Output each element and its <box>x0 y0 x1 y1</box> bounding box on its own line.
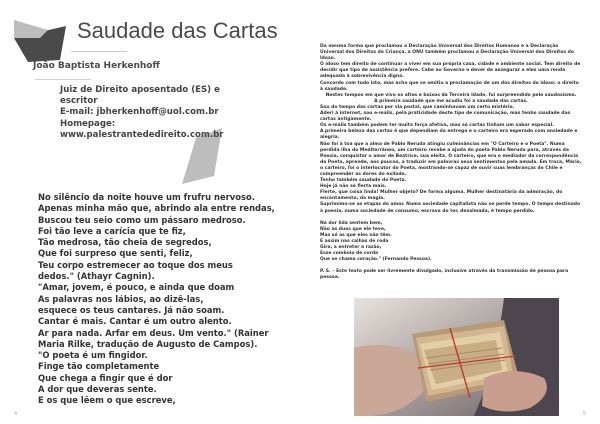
author-name: João Baptista Herkenhoff <box>33 61 160 71</box>
poem-line: Que foi surpreso que senti, feliz, <box>38 248 193 259</box>
poem-line: dedos." (Athayr Cagnin). <box>38 271 155 282</box>
page-number-left: 4 <box>14 411 18 417</box>
letters-bundle-illustration <box>354 298 559 416</box>
article-paragraph: Os e-mails também podem ter muita força afetiva, mas só cartas tinham um sabor especial. <box>320 123 554 129</box>
article-paragraph: Não foi à toa que a alma de Pablo Neruda atingiu culminâncias em "O Carteiro e o Poeta". Numa perdida ilha do Mediterrâneo, um carteiro recebe a ajuda do poeta Pablo Neruda para, através da Poesia, conquistar o amor de Beatrice, sua eleita. O carteiro, que era o mediador da correspondência do Poeta, aprende, aos poucos, a traduzir em palavras seus sentimentos pela amada. Em troca, Mário, o carteiro, foi o interlocutor do Poeta, mostrando-se capaz de ouvir suas lembranças do Chile e compreender as dores do exilado. <box>320 141 582 177</box>
verse-block <box>320 221 582 264</box>
article-paragraph: Tenho também saudade do Poeta. <box>320 178 407 184</box>
poem-line: Apenas minha mão que, abrindo ala entre rendas, <box>38 203 275 214</box>
postscript: P. S. – Este texto pode ser livremente divulgado, inclusive através da transmissão de pessoa para pessoa. <box>320 269 569 281</box>
poem-line: "Amar, jovem, é pouco, e ainda que doam <box>38 282 235 293</box>
verse-line: E assim nas calhas de roda <box>320 238 389 244</box>
article-paragraph: Da mesma forma que proclamou a Declaração Universal dos Direitos Humanos e a Declaração Universal dos Direitos da Criança, a ONU também proclamou a Declaração Universal dos Direitos do Idoso. <box>320 44 574 62</box>
bio-line: Homepage: <box>60 118 116 129</box>
verse-line: Que se chama coração." (Fernando Pessoa). <box>320 257 432 263</box>
verse-line: Gira, a entreter a razão, <box>320 245 382 250</box>
article-body <box>320 44 582 281</box>
page-number-right: 5 <box>582 411 586 417</box>
verse-line: Esse comboio de corda <box>320 251 379 257</box>
article-paragraph: Aderi à internet, sou e-mails, pela praticidade deste tipo de comunicação, mas tenho saudade das cartas antigamente. <box>320 111 571 123</box>
article-paragraph: Suprimimo-se as etapas do amor. Numa sociedade capitalista não se perde tempo. O tempo destinado à poesia, numa sociedade de consumo, escrava do ter, desalmada, é tempo perdido. <box>320 202 581 214</box>
verse-line: Mas só as que eles não têm. <box>320 232 392 238</box>
poem-line: esquece os teus cantares. Já não soam. <box>38 304 225 315</box>
poem-line: A dor que deveras sente. <box>38 384 157 395</box>
right-page <box>300 0 600 424</box>
article-paragraph: Hoje já não se flerta mais. <box>320 184 387 190</box>
article-paragraph-centered: A primeira saudade que me acudiu foi a saudade das cartas. <box>374 98 528 104</box>
bio-line: Juiz de Direito aposentado (ES) e <box>60 85 220 95</box>
poem-line: "O poeta é um fingidor. <box>38 350 148 361</box>
poem-text <box>38 192 296 407</box>
poem-line: Cantar é mais. Cantar é um outro alento. <box>38 316 232 327</box>
title-divider <box>71 51 127 52</box>
poem-line: Maria Rilke, tradução de Augusto de Campos). <box>38 338 258 349</box>
poem-line: Finge tão completamente <box>38 361 160 372</box>
poem-line: No silêncio da noite houve um frufru nervoso. <box>38 192 255 202</box>
article-paragraph: O idoso tem direito de continuar a viver em sua própria casa, cidade e ambiente social. Tem direito de decidir que tipo de assistência prefere. Cabe ao Governo o dever de assegurar a eles uma renda adequada à sobrevivência digna. <box>320 62 581 80</box>
article-paragraph: Concordo com tudo isto, mas acho que se omitiu a proclamação de um dos direitos do idoso: o direito à saudade. <box>320 80 579 92</box>
letters-photo <box>354 298 559 416</box>
poem-line: Teu corpo estremecer ao toque dos meus <box>38 259 233 270</box>
article-paragraph-centered: Nestes tempos em que vivo os altos e baixos da Terceira Idade, fui surpreendido pelo saudosismo. <box>325 92 577 98</box>
verse-line: Não as duas que ele teve, <box>320 226 386 232</box>
author-bio <box>60 85 242 141</box>
verse-line: Na dor lida sentem bem, <box>320 220 383 226</box>
bio-homepage: www.palestrantededireito.com.br <box>60 129 224 140</box>
article-paragraph: Sou do tempo das cartas por via postal, que caminhavam um certo mistério. <box>320 104 515 110</box>
page-title: Saudade das Cartas <box>77 18 278 43</box>
poem-line: Foi tão leve a carícia que te fiz, <box>38 225 186 236</box>
poem-line: Que chega a fingir que é dor <box>38 372 173 383</box>
bio-email: E-mail: jbherkenhoff@uol.com.br <box>60 107 219 118</box>
poem-line: Ar para nada. Arfar em deus. Um vento." (Rainer <box>38 327 269 338</box>
article-paragraph: A primeira beleza das cartas é que dependiam da entrega e o carteiro era esperado com ansiedade e alegria. <box>320 129 578 141</box>
author-divider <box>35 79 91 80</box>
poem-line: As palavras nos lábios, ao dizê-las, <box>38 293 204 304</box>
poem-line: Tão medrosa, tão cheia de segredos, <box>38 237 212 248</box>
bio-line: escritor <box>60 96 98 107</box>
article-paragraph: Flerte, que coisa linda! Mulher objeto? De forma alguma. Mulher destinatária da admiração, do encantamento, da magia. <box>320 190 563 202</box>
poem-line: Buscou teu seio como um pássaro medroso. <box>38 214 246 225</box>
poem-line: E os que lêem o que escreve, <box>38 395 176 406</box>
